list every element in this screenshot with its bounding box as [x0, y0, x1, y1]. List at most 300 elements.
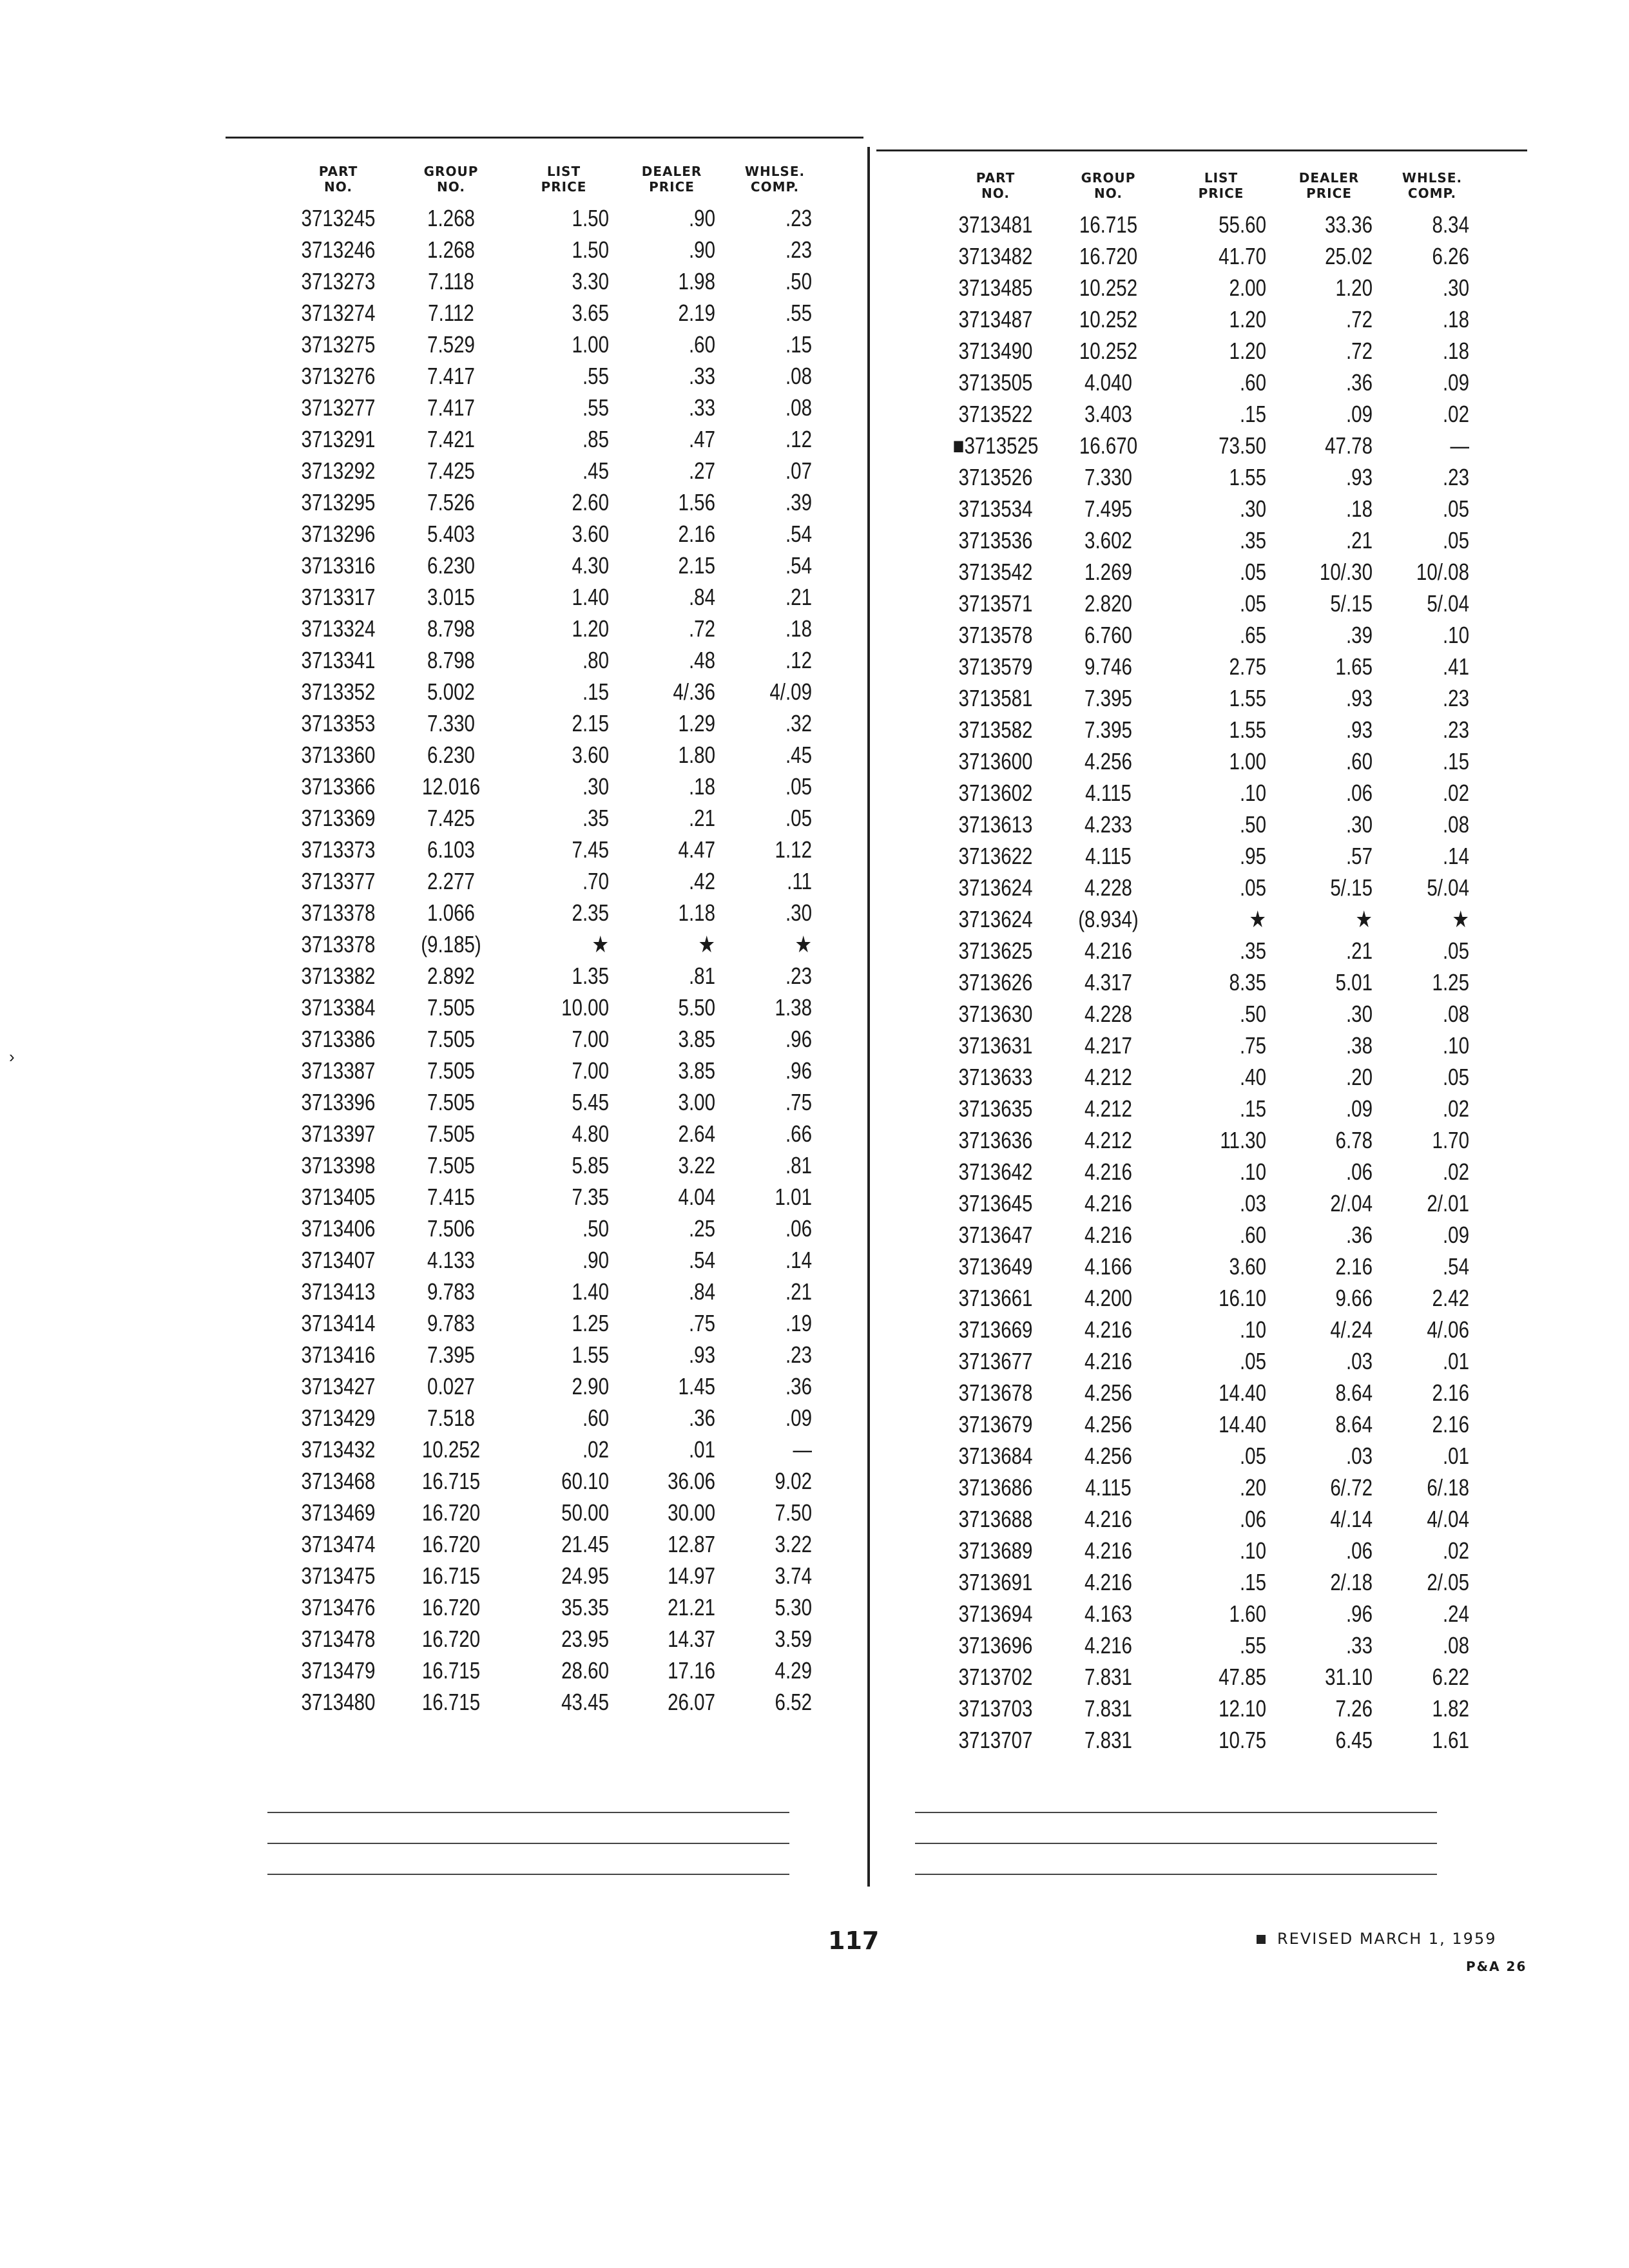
- column-divider: [867, 147, 870, 1887]
- dealer-price-cell: .54: [688, 1246, 715, 1273]
- header-group-no: GROUP NO.: [423, 164, 479, 195]
- dealer-price-cell: .36: [1345, 1221, 1373, 1248]
- dealer-price-cell: .06: [1345, 779, 1373, 806]
- list-price-cell: 2.35: [572, 899, 609, 926]
- table-row: [934, 998, 1469, 1030]
- table-row: [934, 493, 1469, 524]
- dealer-price-cell: .84: [688, 1278, 715, 1305]
- whlse-comp-cell: 4/.09: [769, 678, 812, 705]
- list-price-cell: 7.35: [572, 1183, 609, 1210]
- table-row: [277, 1023, 812, 1055]
- part-no-cell: 3713476: [301, 1593, 376, 1620]
- whlse-comp-cell: 2/.01: [1427, 1189, 1469, 1216]
- dealer-price-cell: 2/.04: [1330, 1189, 1373, 1216]
- whlse-comp-cell: .08: [1442, 811, 1469, 838]
- table-row: [277, 1307, 812, 1339]
- list-price-cell: .05: [1239, 1442, 1266, 1469]
- group-no-cell: 4.317: [1084, 968, 1132, 995]
- whlse-comp-cell: .07: [785, 457, 812, 484]
- dealer-price-cell: 2.16: [678, 520, 715, 547]
- dealer-price-cell: 7.26: [1335, 1695, 1373, 1722]
- whlse-comp-cell: .24: [1442, 1600, 1469, 1627]
- part-no-cell: 3713397: [301, 1120, 376, 1147]
- part-no-cell: 3713582: [958, 716, 1033, 743]
- part-no-cell: 3713536: [958, 526, 1033, 553]
- whlse-comp-cell: .08: [785, 362, 812, 389]
- table-row: [934, 1598, 1469, 1629]
- group-no-cell: 7.505: [427, 1057, 475, 1084]
- right-header-row: [934, 161, 1469, 201]
- dealer-price-cell: 5/.15: [1330, 874, 1373, 901]
- whlse-comp-cell: 1.38: [775, 994, 812, 1021]
- list-price-cell: .70: [582, 867, 609, 894]
- table-row: [934, 840, 1469, 872]
- group-no-cell: 4.216: [1084, 1347, 1132, 1374]
- group-no-cell: 7.417: [427, 394, 475, 421]
- list-price-cell: 4.80: [572, 1120, 609, 1147]
- table-row: [277, 771, 812, 802]
- list-price-cell: 1.00: [572, 331, 609, 358]
- whlse-comp-cell: .02: [1442, 1537, 1469, 1564]
- table-row: [934, 461, 1469, 493]
- part-no-cell: 3713613: [958, 811, 1033, 838]
- list-price-cell: 23.95: [561, 1625, 609, 1652]
- part-no-cell: 3713384: [301, 994, 376, 1021]
- group-no-cell: 4.133: [427, 1246, 475, 1273]
- dealer-price-cell: .93: [1345, 716, 1373, 743]
- list-price-cell: .50: [1239, 811, 1266, 838]
- dealer-price-cell: .93: [688, 1341, 715, 1368]
- dealer-price-cell: .90: [688, 236, 715, 263]
- list-price-cell: 3.60: [572, 741, 609, 768]
- table-row: [934, 1472, 1469, 1503]
- list-price-cell: .40: [1239, 1063, 1266, 1090]
- whlse-comp-cell: .06: [785, 1215, 812, 1242]
- table-row: [934, 1566, 1469, 1598]
- part-no-cell: 3713633: [958, 1063, 1033, 1090]
- table-row: [277, 1560, 812, 1591]
- list-price-cell: .55: [582, 362, 609, 389]
- dealer-price-cell: 6/.72: [1330, 1474, 1373, 1501]
- header-part-no: PART NO.: [976, 170, 1016, 201]
- list-price-cell: .55: [1239, 1631, 1266, 1658]
- table-row: [934, 777, 1469, 809]
- header-dealer-price: DEALER PRICE: [641, 164, 702, 195]
- dealer-price-cell: .60: [1345, 747, 1373, 774]
- whlse-comp-cell: 4.29: [775, 1657, 812, 1684]
- dealer-price-cell: .30: [1345, 1000, 1373, 1027]
- table-row: [934, 619, 1469, 651]
- whlse-comp-cell: .19: [785, 1309, 812, 1336]
- part-no-cell: 3713416: [301, 1341, 376, 1368]
- blank-line: [267, 1874, 789, 1875]
- part-no-cell: 3713703: [958, 1695, 1033, 1722]
- part-no-cell: 3713505: [958, 369, 1033, 396]
- group-no-cell: 5.403: [427, 520, 475, 547]
- part-no-cell: 3713534: [958, 495, 1033, 522]
- table-row: [934, 588, 1469, 619]
- list-price-cell: 43.45: [561, 1688, 609, 1715]
- table-row: [277, 423, 812, 455]
- group-no-cell: 4.115: [1085, 1474, 1132, 1501]
- group-no-cell: 7.505: [427, 1151, 475, 1178]
- dealer-price-cell: 4/.24: [1330, 1316, 1373, 1343]
- part-no-cell: 3713686: [958, 1474, 1033, 1501]
- dealer-price-cell: 4.04: [678, 1183, 715, 1210]
- list-price-cell: .06: [1239, 1505, 1266, 1532]
- list-price-cell: 12.10: [1219, 1695, 1266, 1722]
- whlse-comp-cell: 7.50: [775, 1499, 812, 1526]
- table-row: [934, 809, 1469, 840]
- table-row: [277, 1244, 812, 1276]
- list-price-cell: .85: [582, 425, 609, 452]
- table-row: [277, 1528, 812, 1560]
- table-row: [934, 1124, 1469, 1156]
- list-price-cell: .15: [1239, 400, 1266, 427]
- whlse-comp-cell: .23: [785, 236, 812, 263]
- whlse-comp-cell: .66: [785, 1120, 812, 1147]
- list-price-cell: 41.70: [1219, 242, 1266, 269]
- whlse-comp-cell: .45: [785, 741, 812, 768]
- part-no-cell: 3713295: [301, 488, 376, 515]
- page-code: P&A 26: [1466, 1959, 1527, 1974]
- part-no-cell: 3713414: [301, 1309, 376, 1336]
- whlse-comp-cell: .15: [785, 331, 812, 358]
- list-price-cell: 60.10: [561, 1467, 609, 1494]
- group-no-cell: 2.277: [427, 867, 475, 894]
- whlse-comp-cell: .05: [1442, 526, 1469, 553]
- table-row: [277, 1055, 812, 1086]
- dealer-price-cell: .93: [1345, 684, 1373, 711]
- list-price-cell: .45: [582, 457, 609, 484]
- whlse-comp-cell: .81: [785, 1151, 812, 1178]
- table-row: [277, 739, 812, 771]
- part-no-cell: 3713387: [301, 1057, 376, 1084]
- dealer-price-cell: 5/.15: [1330, 590, 1373, 617]
- group-no-cell: 4.233: [1084, 811, 1132, 838]
- list-price-cell: 1.20: [1229, 337, 1266, 364]
- group-no-cell: 4.228: [1084, 874, 1132, 901]
- part-no-cell: 3713625: [958, 937, 1033, 964]
- whlse-comp-cell: .08: [1442, 1000, 1469, 1027]
- group-no-cell: 4.256: [1084, 747, 1132, 774]
- dealer-price-cell: .09: [1345, 400, 1373, 427]
- list-price-cell: 3.60: [572, 520, 609, 547]
- part-no-cell: 3713474: [301, 1530, 376, 1557]
- part-no-cell: 3713636: [958, 1126, 1033, 1153]
- dealer-price-cell: .75: [688, 1309, 715, 1336]
- table-row: [277, 1181, 812, 1213]
- group-no-cell: 4.212: [1084, 1063, 1132, 1090]
- group-no-cell: 10.252: [421, 1436, 481, 1463]
- whlse-comp-cell: 1.70: [1432, 1126, 1469, 1153]
- dealer-price-cell: .18: [688, 773, 715, 800]
- group-no-cell: 16.720: [1079, 242, 1138, 269]
- part-no-cell: 3713427: [301, 1372, 376, 1399]
- list-price-cell: .35: [1239, 526, 1266, 553]
- whlse-comp-cell: .21: [785, 583, 812, 610]
- dealer-price-cell: .39: [1345, 621, 1373, 648]
- list-price-cell: .60: [1239, 369, 1266, 396]
- whlse-comp-cell: .54: [785, 520, 812, 547]
- list-price-cell: ★: [1249, 905, 1266, 932]
- part-no-cell: 3713341: [301, 646, 376, 673]
- group-no-cell: 4.216: [1084, 1537, 1132, 1564]
- table-row: [934, 651, 1469, 682]
- part-no-cell: 3713291: [301, 425, 376, 452]
- list-price-cell: 16.10: [1219, 1284, 1266, 1311]
- table-row: [277, 992, 812, 1023]
- dealer-price-cell: 2.16: [1335, 1253, 1373, 1280]
- part-no-cell: 3713600: [958, 747, 1033, 774]
- part-no-cell: 3713352: [301, 678, 376, 705]
- dealer-price-cell: 2/.18: [1330, 1568, 1373, 1595]
- whlse-comp-cell: .02: [1442, 779, 1469, 806]
- table-row: [934, 1156, 1469, 1187]
- group-no-cell: 16.715: [421, 1562, 481, 1589]
- table-row: [277, 960, 812, 992]
- whlse-comp-cell: .50: [785, 267, 812, 294]
- whlse-comp-cell: .30: [785, 899, 812, 926]
- dealer-price-cell: .30: [1345, 811, 1373, 838]
- dealer-price-cell: .93: [1345, 463, 1373, 490]
- group-no-cell: 7.415: [427, 1183, 475, 1210]
- whlse-comp-cell: 3.74: [775, 1562, 812, 1589]
- list-price-cell: 10.75: [1219, 1726, 1266, 1753]
- whlse-comp-cell: .23: [1442, 716, 1469, 743]
- table-row: [934, 209, 1469, 240]
- table-row: [277, 865, 812, 897]
- whlse-comp-cell: .36: [785, 1372, 812, 1399]
- whlse-comp-cell: .11: [787, 867, 812, 894]
- dealer-price-cell: 1.80: [678, 741, 715, 768]
- part-no-cell: ■3713525: [952, 432, 1039, 459]
- table-row: [934, 745, 1469, 777]
- group-no-cell: 9.783: [427, 1278, 475, 1305]
- group-no-cell: 7.395: [427, 1341, 475, 1368]
- dealer-price-cell: 2.15: [678, 552, 715, 579]
- group-no-cell: 7.112: [428, 299, 474, 326]
- list-price-cell: .03: [1239, 1189, 1266, 1216]
- part-no-cell: 3713691: [958, 1568, 1033, 1595]
- group-no-cell: 4.228: [1084, 1000, 1132, 1027]
- whlse-comp-cell: 10/.08: [1416, 558, 1469, 585]
- group-no-cell: 16.720: [421, 1625, 481, 1652]
- whlse-comp-cell: ★: [1452, 905, 1469, 932]
- dealer-price-cell: .21: [688, 804, 715, 831]
- whlse-comp-cell: .55: [785, 299, 812, 326]
- group-no-cell: 4.166: [1084, 1253, 1132, 1280]
- top-rule-right: [876, 149, 1527, 151]
- part-no-cell: 3713273: [301, 267, 376, 294]
- part-no-cell: 3713679: [958, 1410, 1033, 1437]
- part-no-cell: 3713406: [301, 1215, 376, 1242]
- header-list-price: LIST PRICE: [1198, 170, 1244, 201]
- list-price-cell: 1.50: [572, 236, 609, 263]
- group-no-cell: 7.505: [427, 994, 475, 1021]
- list-price-cell: .95: [1239, 842, 1266, 869]
- part-no-cell: 3713678: [958, 1379, 1033, 1406]
- whlse-comp-cell: .02: [1442, 1095, 1469, 1122]
- table-row: [934, 240, 1469, 272]
- table-row: [277, 392, 812, 423]
- whlse-comp-cell: .15: [1442, 747, 1469, 774]
- part-no-cell: 3713296: [301, 520, 376, 547]
- dealer-price-cell: .25: [688, 1215, 715, 1242]
- whlse-comp-cell: 1.82: [1432, 1695, 1469, 1722]
- dealer-price-cell: 14.37: [668, 1625, 715, 1652]
- dealer-price-cell: .81: [688, 962, 715, 989]
- whlse-comp-cell: .08: [785, 394, 812, 421]
- whlse-comp-cell: .08: [1442, 1631, 1469, 1658]
- dealer-price-cell: 4.47: [678, 836, 715, 863]
- left-price-column: [277, 155, 812, 1718]
- dealer-price-cell: .42: [688, 867, 715, 894]
- group-no-cell: 4.216: [1084, 1316, 1132, 1343]
- right-price-column: [934, 161, 1469, 1756]
- list-price-cell: 1.55: [572, 1341, 609, 1368]
- whlse-comp-cell: 2.16: [1432, 1379, 1469, 1406]
- list-price-cell: .02: [582, 1436, 609, 1463]
- list-price-cell: 5.45: [572, 1088, 609, 1115]
- table-row: [934, 966, 1469, 998]
- part-no-cell: 3713377: [301, 867, 376, 894]
- list-price-cell: 2.90: [572, 1372, 609, 1399]
- whlse-comp-cell: —: [1450, 432, 1469, 459]
- dealer-price-cell: 3.22: [678, 1151, 715, 1178]
- group-no-cell: 7.831: [1084, 1663, 1132, 1690]
- dealer-price-cell: 1.18: [678, 899, 715, 926]
- header-part-no: PART NO.: [318, 164, 358, 195]
- part-no-cell: 3713485: [958, 274, 1033, 301]
- whlse-comp-cell: —: [793, 1436, 812, 1463]
- dealer-price-cell: 5.50: [678, 994, 715, 1021]
- whlse-comp-cell: 5/.04: [1427, 590, 1469, 617]
- table-row: [277, 1149, 812, 1181]
- whlse-comp-cell: .23: [785, 1341, 812, 1368]
- group-no-cell: 7.526: [427, 488, 475, 515]
- whlse-comp-cell: 2.42: [1432, 1284, 1469, 1311]
- table-row: [934, 1282, 1469, 1314]
- table-row: [934, 1061, 1469, 1093]
- group-no-cell: 5.002: [427, 678, 475, 705]
- part-no-cell: 3713317: [301, 583, 376, 610]
- part-no-cell: 3713526: [958, 463, 1033, 490]
- part-no-cell: 3713407: [301, 1246, 376, 1273]
- whlse-comp-cell: .23: [785, 204, 812, 231]
- group-no-cell: 3.015: [427, 583, 475, 610]
- list-price-cell: 8.35: [1229, 968, 1266, 995]
- group-no-cell: 16.720: [421, 1499, 481, 1526]
- whlse-comp-cell: .01: [1442, 1347, 1469, 1374]
- dealer-price-cell: 8.64: [1335, 1410, 1373, 1437]
- left-rows: [277, 202, 812, 1718]
- header-dealer-price: DEALER PRICE: [1298, 170, 1360, 201]
- group-no-cell: 16.715: [421, 1688, 481, 1715]
- part-no-cell: 3713487: [958, 305, 1033, 332]
- whlse-comp-cell: .05: [785, 804, 812, 831]
- group-no-cell: 10.252: [1079, 274, 1138, 301]
- table-row: [277, 1118, 812, 1149]
- header-whlse-comp: WHLSE. COMP.: [744, 164, 805, 195]
- table-row: [277, 234, 812, 265]
- table-row: [934, 1661, 1469, 1693]
- part-no-cell: 3713277: [301, 394, 376, 421]
- part-no-cell: 3713642: [958, 1158, 1033, 1185]
- list-price-cell: .60: [1239, 1221, 1266, 1248]
- table-row: [934, 1629, 1469, 1661]
- dealer-price-cell: 31.10: [1325, 1663, 1373, 1690]
- revision-square-icon: [1257, 1935, 1266, 1944]
- table-row: [277, 1213, 812, 1244]
- list-price-cell: 10.00: [561, 994, 609, 1021]
- list-price-cell: 2.00: [1229, 274, 1266, 301]
- list-price-cell: 24.95: [561, 1562, 609, 1589]
- group-no-cell: 4.256: [1084, 1410, 1132, 1437]
- list-price-cell: .65: [1239, 621, 1266, 648]
- list-price-cell: .15: [1239, 1095, 1266, 1122]
- group-no-cell: 1.268: [427, 236, 475, 263]
- whlse-comp-cell: .41: [1442, 653, 1469, 680]
- part-no-cell: 3713661: [958, 1284, 1033, 1311]
- right-rows: [934, 209, 1469, 1756]
- list-price-cell: 50.00: [561, 1499, 609, 1526]
- whlse-comp-cell: .23: [785, 962, 812, 989]
- table-row: [934, 1377, 1469, 1408]
- list-price-cell: 5.85: [572, 1151, 609, 1178]
- dealer-price-cell: 25.02: [1325, 242, 1373, 269]
- list-price-cell: .10: [1239, 1158, 1266, 1185]
- dealer-price-cell: 2.64: [678, 1120, 715, 1147]
- list-price-cell: 1.25: [572, 1309, 609, 1336]
- part-no-cell: 3713579: [958, 653, 1033, 680]
- dealer-price-cell: 2.19: [678, 299, 715, 326]
- part-no-cell: 3713707: [958, 1726, 1033, 1753]
- dealer-price-cell: 5.01: [1335, 968, 1373, 995]
- part-no-cell: 3713688: [958, 1505, 1033, 1532]
- table-row: [934, 1693, 1469, 1724]
- whlse-comp-cell: .30: [1442, 274, 1469, 301]
- group-no-cell: 4.216: [1084, 1505, 1132, 1532]
- whlse-comp-cell: .09: [785, 1404, 812, 1431]
- dealer-price-cell: ★: [1355, 905, 1373, 932]
- table-row: [277, 834, 812, 865]
- group-no-cell: 7.506: [427, 1215, 475, 1242]
- dealer-price-cell: 3.00: [678, 1088, 715, 1115]
- table-row: [277, 707, 812, 739]
- left-header-row: [277, 155, 812, 195]
- group-no-cell: 7.518: [427, 1404, 475, 1431]
- group-no-cell: 1.269: [1084, 558, 1132, 585]
- group-no-cell: 2.892: [427, 962, 475, 989]
- list-price-cell: 1.55: [1229, 716, 1266, 743]
- part-no-cell: 3713405: [301, 1183, 376, 1210]
- list-price-cell: .15: [582, 678, 609, 705]
- part-no-cell: 3713479: [301, 1657, 376, 1684]
- whlse-comp-cell: .01: [1442, 1442, 1469, 1469]
- part-no-cell: 3713386: [301, 1025, 376, 1052]
- group-no-cell: 7.330: [1084, 463, 1132, 490]
- part-no-cell: 3713353: [301, 709, 376, 736]
- whlse-comp-cell: .18: [1442, 305, 1469, 332]
- group-no-cell: 16.715: [421, 1467, 481, 1494]
- part-no-cell: 3713571: [958, 590, 1033, 617]
- table-row: [934, 272, 1469, 303]
- dealer-price-cell: .57: [1345, 842, 1373, 869]
- group-no-cell: 16.715: [421, 1657, 481, 1684]
- table-row: [277, 1434, 812, 1465]
- table-row: [934, 1093, 1469, 1124]
